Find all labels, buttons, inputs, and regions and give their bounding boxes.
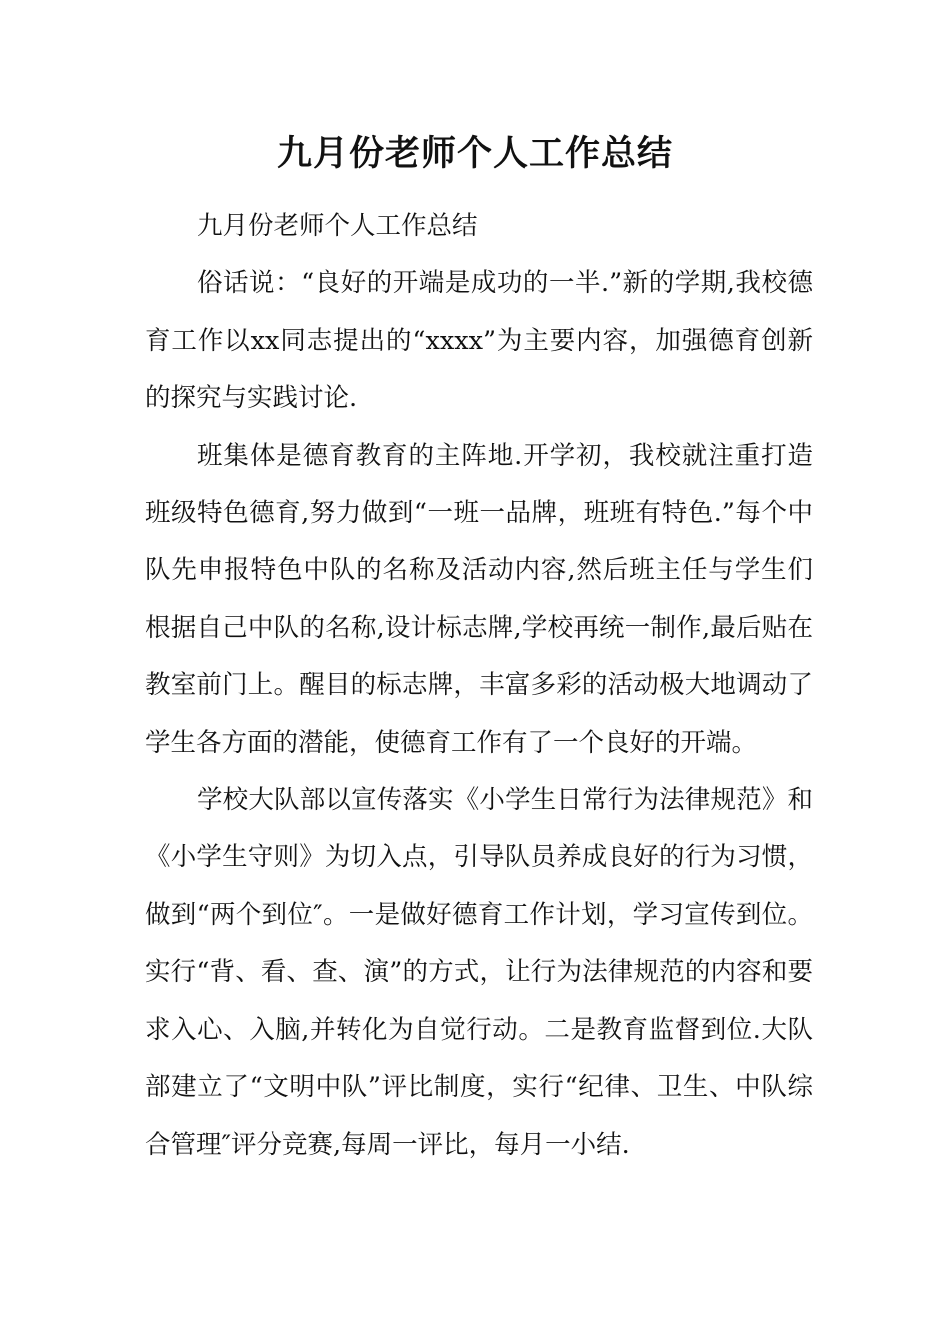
document-title: 九月份老师个人工作总结 <box>276 134 673 174</box>
body-paragraph: 俗话说：“良好的开端是成功的一半.”新的学期,我校德育工作以xx同志提出的“xxxx”为主要内容，加强德育创新的探究与实践讨论. <box>145 268 813 414</box>
subtitle-paragraph: 九月份老师个人工作总结 <box>197 211 478 241</box>
body-paragraph: 班集体是德育教育的主阵地.开学初，我校就注重打造班级特色德育,努力做到“一班一品牌，班班有特色.”每个中队先申报特色中队的名称及活动内容,然后班主任与学生们根据自己中队的名称,设计标志牌,学校再统一制作,最后贴在教室前门上。醒目的标志牌，丰富多彩的活动极大地调动了学生各方面的潜能，使德育工作有了一个良好的开端。 <box>145 440 813 758</box>
body-paragraph: 学校大队部以宣传落实《小学生日常行为法律规范》和《小学生守则》为切入点，引导队员养成良好的行为习惯，做到“两个到位″。一是做好德育工作计划，学习宣传到位。实行“背、看、查、演”的方式，让行为法律规范的内容和要求入心、入脑,并转化为自觉行动。二是教育监督到位.大队部建立了“文明中队”评比制度，实行“纪律、卫生、中队综合管理″评分竞赛,每周一评比，每月一小结. <box>145 785 813 1160</box>
document-body <box>145 198 813 1174</box>
